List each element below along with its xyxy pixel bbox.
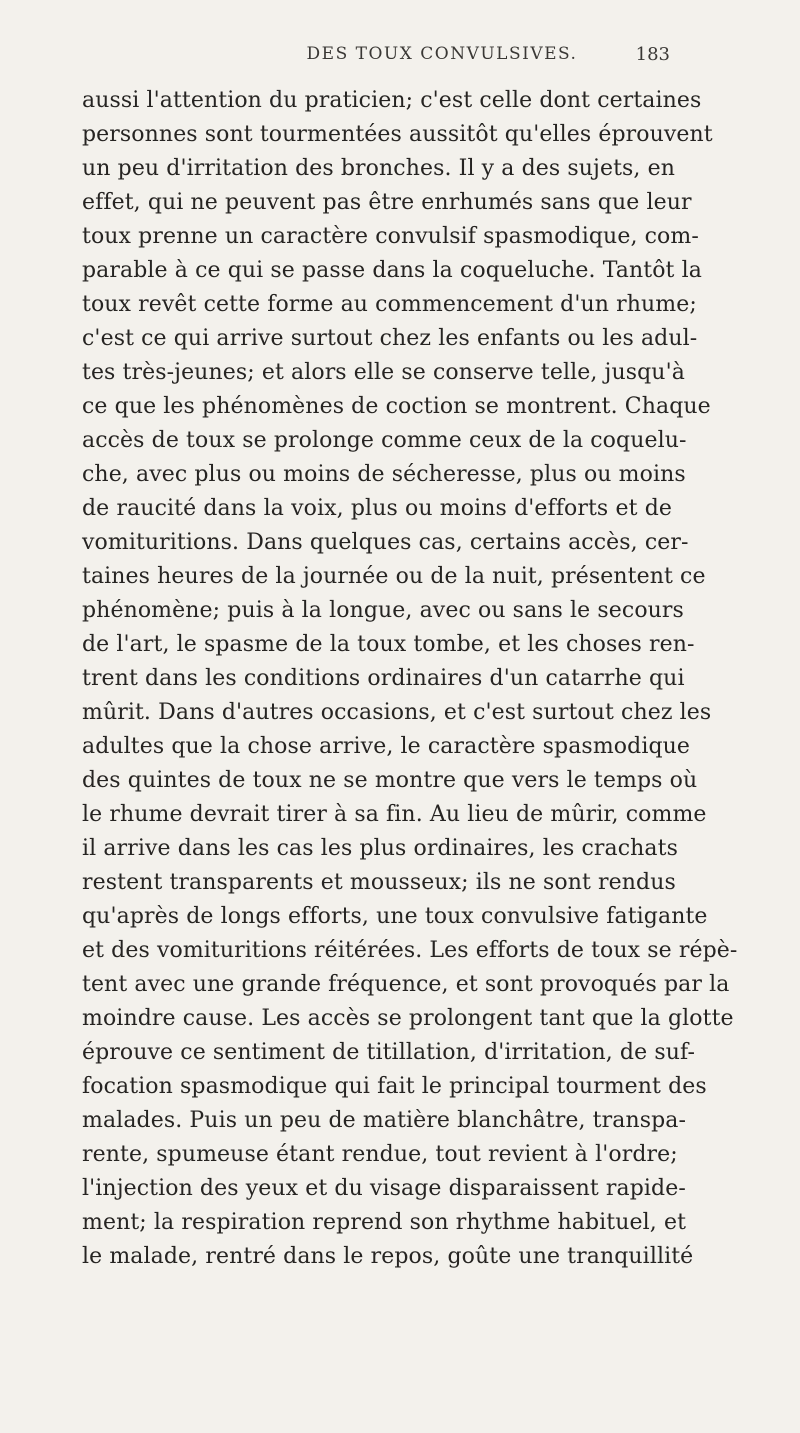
text-line: le malade, rentré dans le repos, goûte une tranquillité [82, 1244, 694, 1269]
text-line: de l'art, le spasme de la toux tombe, et les choses ren- [82, 632, 695, 657]
text-line: malades. Puis un peu de matière blanchâtre, transpa- [82, 1108, 687, 1133]
text-line: adultes que la chose arrive, le caractère spasmodique [82, 734, 691, 759]
text-line: le rhume devrait tirer à sa fin. Au lieu de mûrir, comme [82, 802, 707, 827]
text-line: tes très-jeunes; et alors elle se conserve telle, jusqu'à [82, 360, 685, 385]
text-line: aussi l'attention du praticien; c'est celle dont certaines [82, 88, 702, 113]
text-line: focation spasmodique qui fait le principal tourment des [82, 1074, 707, 1099]
text-line: qu'après de longs efforts, une toux convulsive fatigante [82, 904, 708, 929]
text-line: ment; la respiration reprend son rhythme habituel, et [82, 1210, 687, 1235]
text-line: il arrive dans les cas les plus ordinaires, les crachats [82, 836, 678, 861]
text-line: des quintes de toux ne se montre que vers le temps où [82, 768, 698, 793]
text-line: personnes sont tourmentées aussitôt qu'elles éprouvent [82, 122, 713, 147]
text-line: moindre cause. Les accès se prolongent tant que la glotte [82, 1006, 734, 1031]
text-line: ce que les phénomènes de coction se montrent. Chaque [82, 394, 711, 419]
text-line: et des vomituritions réitérées. Les efforts de toux se répè- [82, 938, 738, 963]
text-line: trent dans les conditions ordinaires d'un catarrhe qui [82, 666, 685, 691]
text-line: phénomène; puis à la longue, avec ou sans le secours [82, 598, 684, 623]
text-line: taines heures de la journée ou de la nuit, présentent ce [82, 564, 706, 589]
text-line: tent avec une grande fréquence, et sont provoqués par la [82, 972, 730, 997]
text-line: che, avec plus ou moins de sécheresse, plus ou moins [82, 462, 686, 487]
text-line: l'injection des yeux et du visage disparaissent rapide- [82, 1176, 686, 1201]
text-line: c'est ce qui arrive surtout chez les enfants ou les adul- [82, 326, 698, 351]
text-line: un peu d'irritation des bronches. Il y a des sujets, en [82, 156, 676, 181]
running-title: DES TOUX CONVULSIVES. [306, 44, 578, 64]
text-line: mûrit. Dans d'autres occasions, et c'est surtout chez les [82, 700, 712, 725]
body-paragraph [82, 84, 738, 1274]
text-line: accès de toux se prolonge comme ceux de la coquelu- [82, 428, 687, 453]
text-line: restent transparents et mousseux; ils ne sont rendus [82, 870, 676, 895]
text-line: de raucité dans la voix, plus ou moins d'efforts et de [82, 496, 672, 521]
text-line: effet, qui ne peuvent pas être enrhumés sans que leur [82, 190, 692, 215]
text-line: parable à ce qui se passe dans la coqueluche. Tantôt la [82, 258, 702, 283]
text-line: rente, spumeuse étant rendue, tout revient à l'ordre; [82, 1142, 678, 1167]
text-line: éprouve ce sentiment de titillation, d'irritation, de suf- [82, 1040, 695, 1065]
page-number: 183 [635, 44, 670, 65]
text-line: toux revêt cette forme au commencement d'un rhume; [82, 292, 697, 317]
text-line: vomituritions. Dans quelques cas, certains accès, cer- [82, 530, 689, 555]
text-line: toux prenne un caractère convulsif spasmodique, com- [82, 224, 699, 249]
